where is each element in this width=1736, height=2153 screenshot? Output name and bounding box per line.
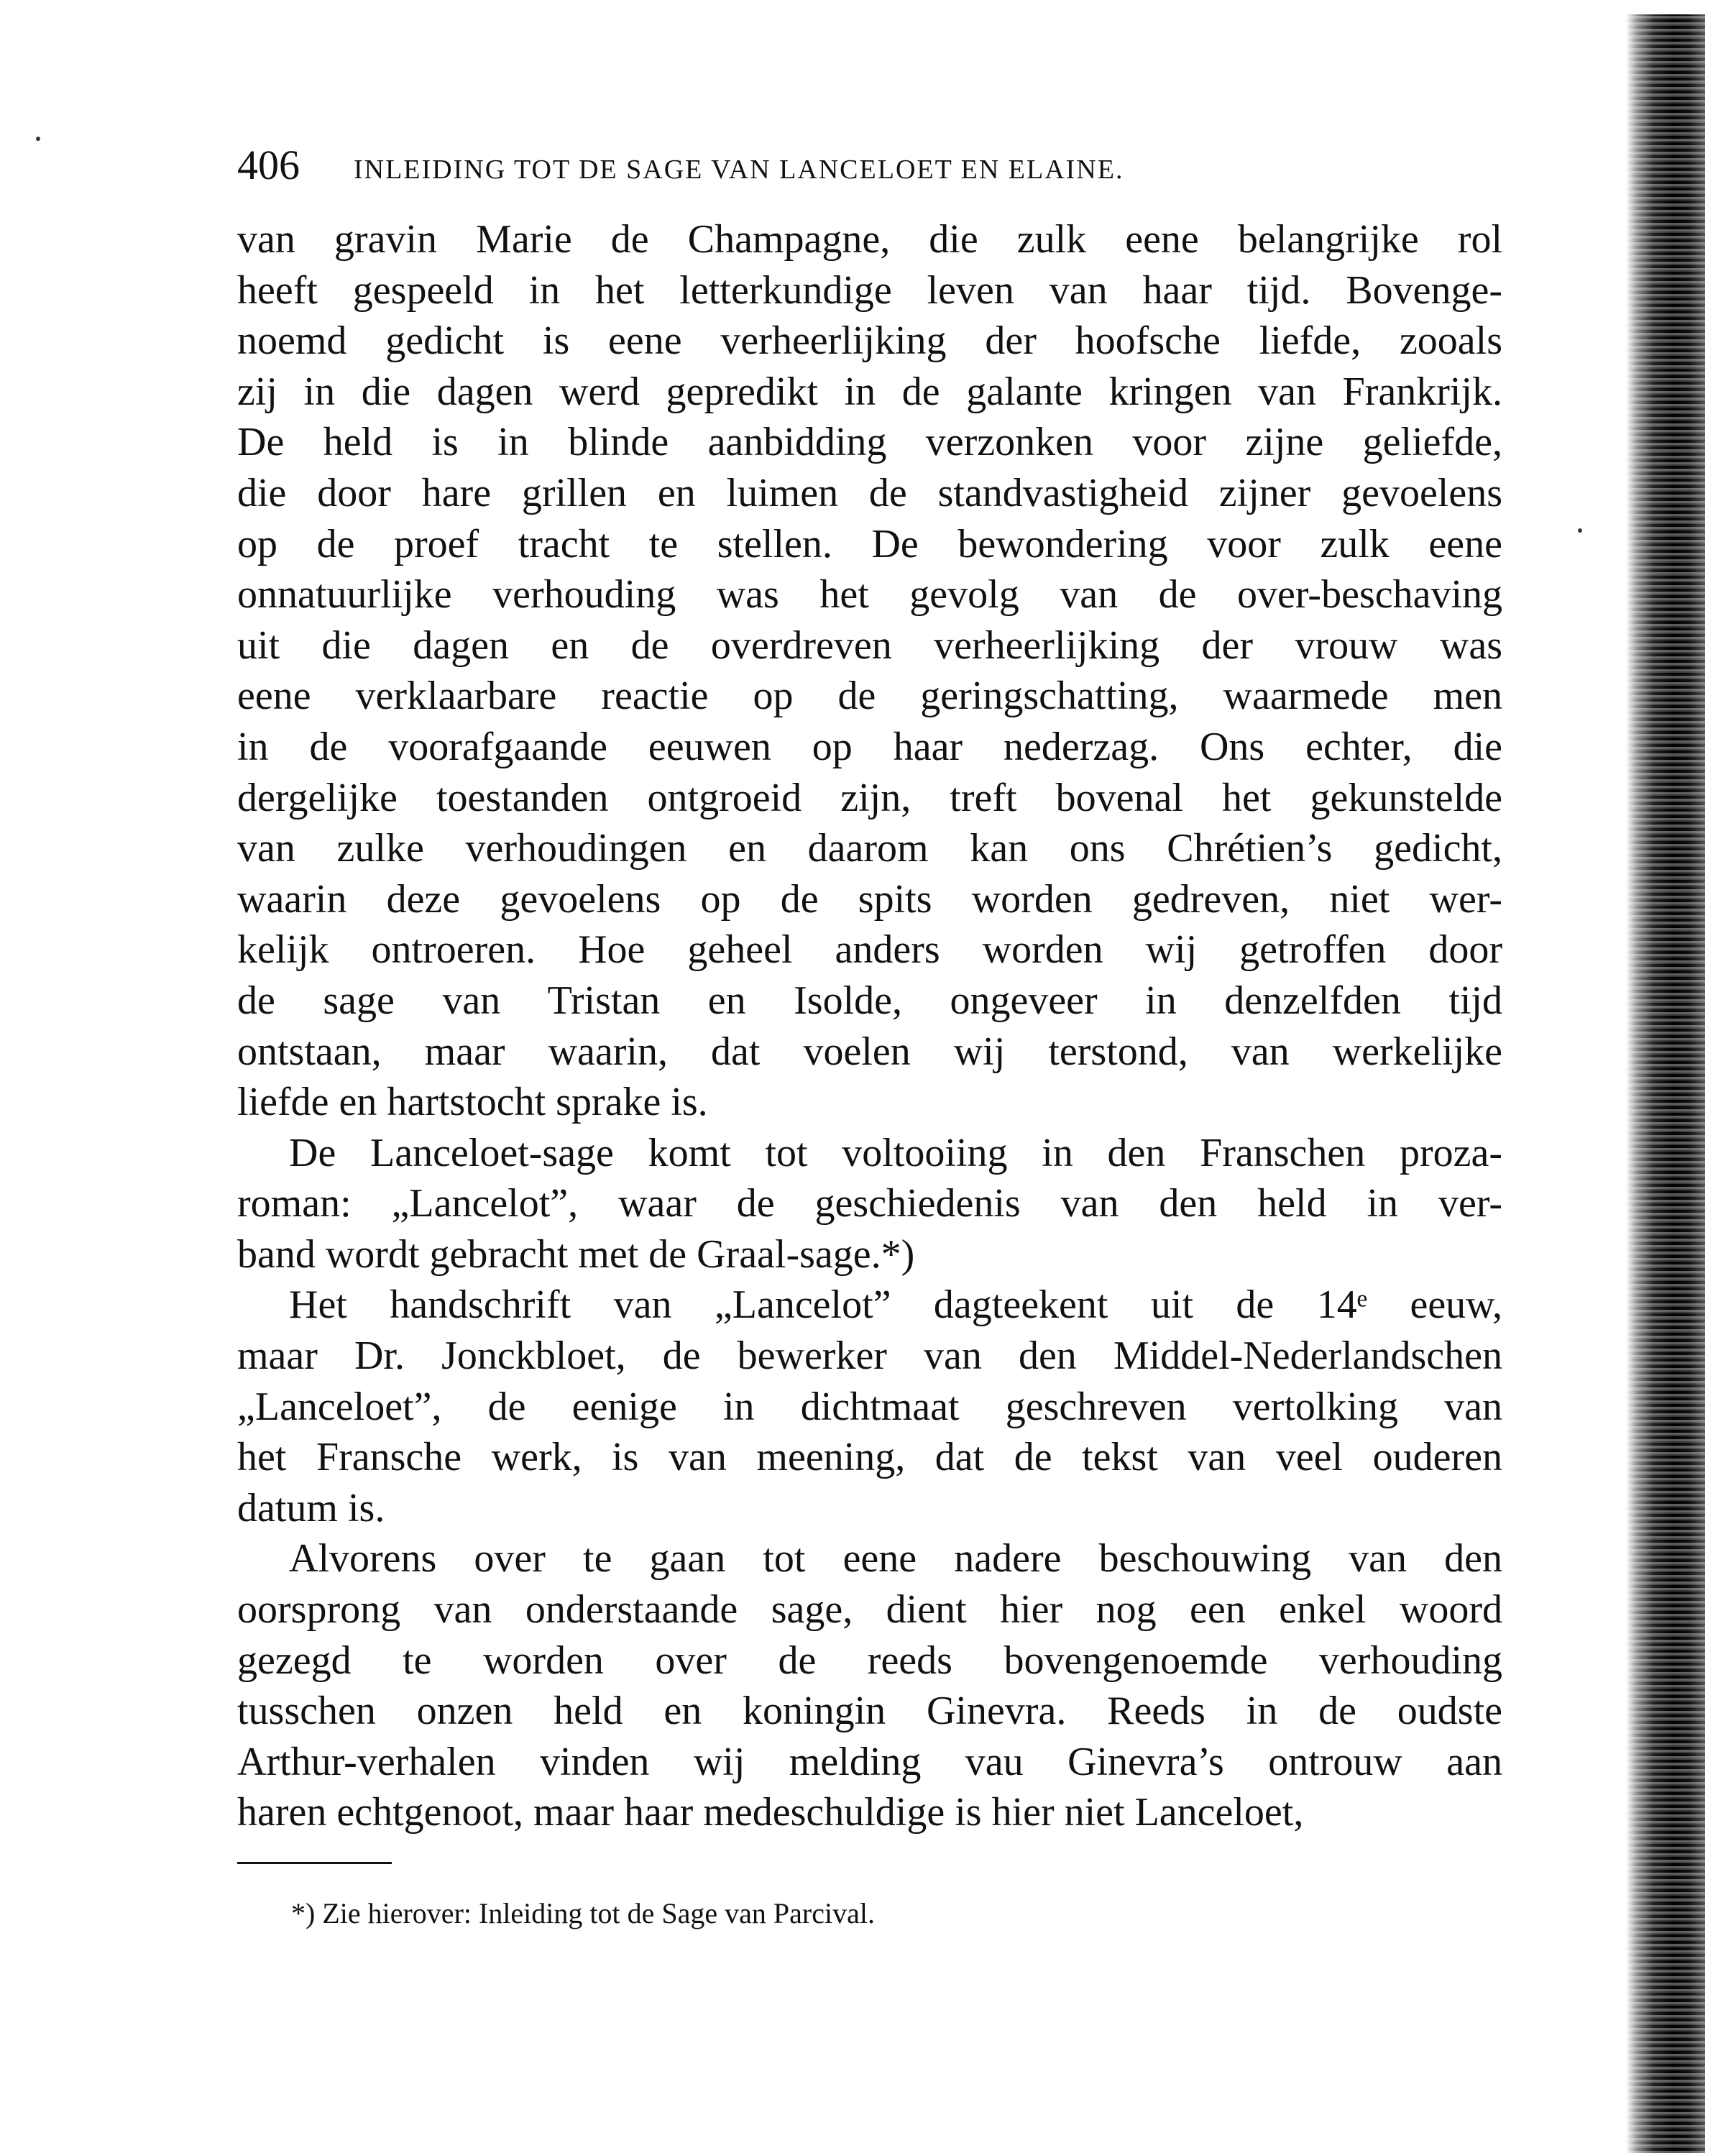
text-line: van zulke verhoudingen en daarom kan ons Chrétien’s gedicht, [237, 826, 1502, 871]
running-title: INLEIDING TOT DE SAGE VAN LANCELOET EN ELAINE. [354, 155, 1124, 185]
text-line: in de voorafgaande eeuwen op haar nederzag. Ons echter, die [237, 724, 1502, 769]
text-line: band wordt gebracht met de Graal-sage.*) [237, 1231, 915, 1277]
text-line: roman: „Lancelot”, waar de geschiedenis van den held in ver- [237, 1181, 1502, 1226]
text-line: ontstaan, maar waarin, dat voelen wij terstond, van werkelijke [237, 1029, 1502, 1074]
text-line: maar Dr. Jonckbloet, de bewerker van den Middel-Nederlandschen [237, 1333, 1502, 1379]
text-line: waarin deze gevoelens op de spits worden gedreven, niet wer- [237, 876, 1502, 922]
text-line: zij in die dagen werd gepredikt in de galante kringen van Frankrijk. [237, 369, 1502, 414]
text-line: liefde en hartstocht sprake is. [237, 1080, 708, 1125]
text-line: het Fransche werk, is van meening, dat de tekst van veel ouderen [237, 1435, 1502, 1480]
scan-speck [36, 137, 40, 141]
text-line: de sage van Tristan en Isolde, ongeveer in denzelfden tijd [237, 978, 1502, 1023]
running-header [237, 141, 1502, 191]
page-number: 406 [237, 142, 300, 188]
text-line: die door hare grillen en luimen de standvastigheid zijner gevoelens [237, 470, 1502, 515]
text-line: De held is in blinde aanbidding verzonken voor zijne geliefde, [237, 420, 1502, 465]
text-line: De Lanceloet-sage komt tot voltooiing in den Franschen proza- [289, 1130, 1502, 1175]
text-line: gezegd te worden over de reeds bovengenoemde verhouding [237, 1638, 1502, 1683]
text-line: noemd gedicht is eene verheerlijking der hoofsche liefde, zooals [237, 318, 1502, 364]
text-line: op de proef tracht te stellen. De bewondering voor zulk eene [237, 521, 1502, 566]
text-line: tusschen onzen held en koningin Ginevra. Reeds in de oudste [237, 1689, 1502, 1734]
scan-speck [1578, 528, 1582, 533]
text-line: van gravin Marie de Champagne, die zulk eene belangrijke rol [237, 217, 1502, 262]
text-line: Arthur-verhalen vinden wij melding vau Ginevra’s ontrouw aan [237, 1739, 1502, 1784]
text-line: datum is. [237, 1485, 385, 1530]
text-line: uit die dagen en de overdreven verheerlijking der vrouw was [237, 623, 1502, 668]
text-line: dergelijke toestanden ontgroeid zijn, treft bovenal het gekunstelde [237, 775, 1502, 820]
text-line: onnatuurlijke verhouding was het gevolg van de over-beschaving [237, 572, 1502, 618]
text-line: oorsprong van onderstaande sage, dient hier nog een enkel woord [237, 1587, 1502, 1633]
text-line: haren echtgenoot, maar haar medeschuldige is hier niet Lanceloet, [237, 1790, 1304, 1835]
footnote-rule [237, 1862, 392, 1864]
text-line: „Lanceloet”, de eenige in dichtmaat geschreven vertolking van [237, 1384, 1502, 1429]
text-line: kelijk ontroeren. Hoe geheel anders worden wij getroffen door [237, 927, 1502, 973]
text-line: Alvorens over te gaan tot eene nadere beschouwing van den [289, 1536, 1502, 1582]
scanned-page-edge [1626, 14, 1705, 2153]
footnote: *) Zie hierover: Inleiding tot de Sage van Parcival. [291, 1897, 875, 1929]
body-text [237, 214, 1502, 1838]
text-line: Het handschrift van „Lancelot” dagteekent uit de 14ᵉ eeuw, [289, 1282, 1502, 1328]
text-line: heeft gespeeld in het letterkundige leven van haar tijd. Bovenge- [237, 267, 1502, 313]
text-line: eene verklaarbare reactie op de geringschatting, waarmede men [237, 674, 1502, 719]
